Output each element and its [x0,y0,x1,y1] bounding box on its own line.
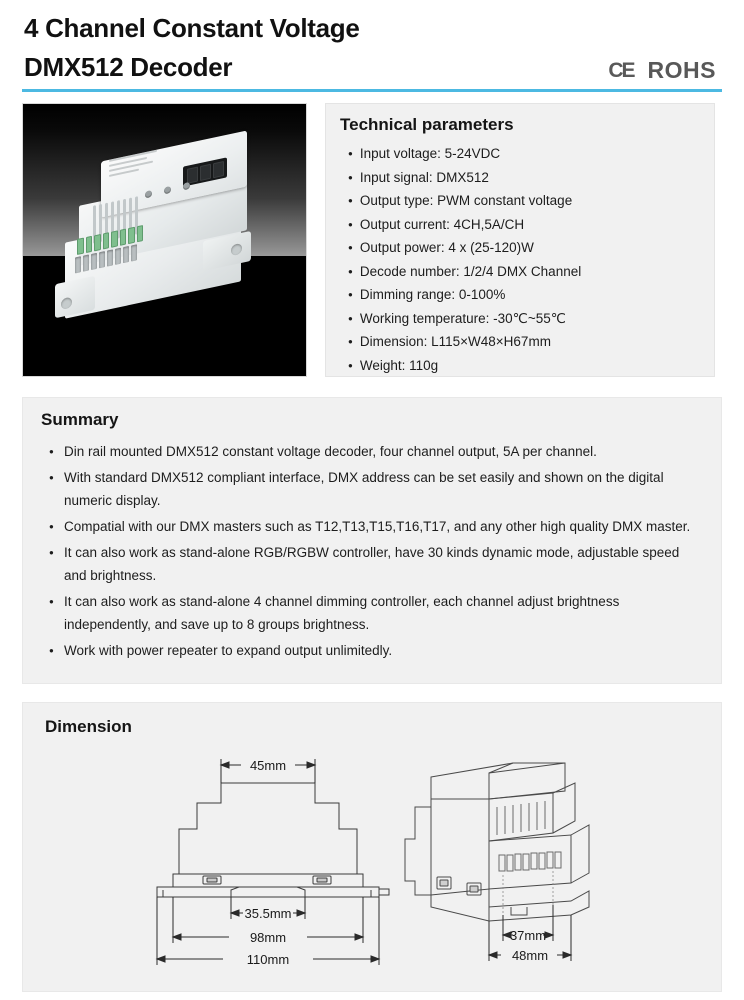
ce-mark-icon: CE [608,58,634,82]
summary-panel [22,397,722,684]
rohs-mark-icon: ROHS [647,57,716,83]
technical-parameter-item: ● Input voltage: 5-24VDC [348,142,706,166]
summary-item: ● It can also work as stand-alone 4 channel dimming controller, each channel adjust brightness independently, and save up to 8 groups brightness. [49,590,701,636]
front-view-drawing [143,747,393,972]
dim-label-width-total: 110mm [246,952,290,967]
side-view-drawing [393,755,683,970]
dim-label-depth-total: 48mm [511,948,549,963]
technical-parameter-item: ● Dimming range: 0-100% [348,283,706,307]
dimension-panel [22,702,722,992]
summary-item: ● Work with power repeater to expand output unlimitedly. [49,639,701,662]
technical-parameter-item: ● Output power: 4 x (25-120)W [348,236,706,260]
technical-parameter-item: ● Input signal: DMX512 [348,166,706,190]
summary-list [49,440,701,665]
product-photo [22,103,307,377]
page-header [0,0,744,96]
summary-item: ● It can also work as stand-alone RGB/RGBW controller, have 30 kinds dynamic mode, adjustable speed and brightness. [49,541,701,587]
dim-label-width-clip: 35.5mm [244,906,292,921]
technical-parameters-heading: Technical parameters [340,115,514,134]
product-overview-row [0,98,744,380]
technical-parameters-list [348,142,706,377]
dimension-heading: Dimension [45,717,132,736]
page-title-line-2: DMX512 Decoder [24,52,233,82]
dim-label-width-body: 98mm [249,930,287,945]
decoder-device-illustration [53,140,278,345]
dim-label-depth-inner: 37mm [509,928,547,943]
technical-parameter-item: ● Weight: 110g [348,354,706,378]
dim-label-width-top: 45mm [249,758,287,773]
summary-item: ● Din rail mounted DMX512 constant voltage decoder, four channel output, 5A per channel. [49,440,701,463]
technical-parameters-panel [325,103,715,377]
technical-parameter-item: ● Dimension: L115×W48×H67mm [348,330,706,354]
dimension-drawings [23,747,721,987]
summary-heading: Summary [41,410,119,429]
technical-parameter-item: ● Working temperature: -30℃~55℃ [348,307,706,331]
certification-marks [608,57,716,84]
technical-parameter-item: ● Decode number: 1/2/4 DMX Channel [348,260,706,284]
summary-item: ● With standard DMX512 compliant interface, DMX address can be set easily and shown on the digital numeric display. [49,466,701,512]
summary-item: ● Compatial with our DMX masters such as T12,T13,T15,T16,T17, and any other high quality DMX master. [49,515,701,538]
technical-parameter-item: ● Output type: PWM constant voltage [348,189,706,213]
page-title-line-1: 4 Channel Constant Voltage [24,13,360,43]
header-divider-rule [22,89,722,92]
technical-parameter-item: ● Output current: 4CH,5A/CH [348,213,706,237]
